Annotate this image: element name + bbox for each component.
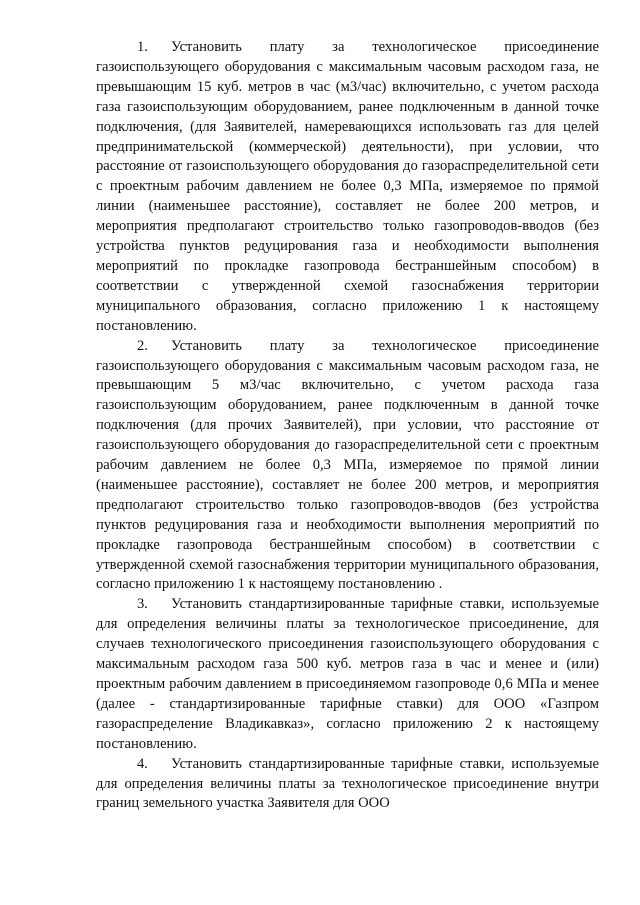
paragraph-3 (96, 595, 599, 754)
paragraph-text: Установить плату за технологическое присоединение газоиспользующего оборудования с максимальным часовым расходом газа, не превышающим 5 м3/час включительно, с учетом расхода газа газоиспользующим оборудованием, ранее подключенным в данной точке подключения (для прочих Заявителей), при условии, что расстояние от газоиспользующего оборудования до газораспределительной сети с проектным рабочим давлением не более 0,3 МПа, измеряемое по прямой линии (наименьшее расстояние), составляет не более 200 метров, и мероприятия предполагают строительство только газопроводов-вводов (без устройства пунктов редуцирования газа и необходимости выполнения мероприятий по прокладке газопровода бестраншейным способом) в соответствии с утвержденной схемой газоснабжения территории муниципального образования, согласно приложению 1 к настоящему постановлению . (96, 337, 599, 593)
paragraph-text: Установить стандартизированные тарифные ставки, используемые для определения величины платы за технологическое присоединение внутри границ земельного участка Заявителя для ООО (96, 755, 599, 812)
paragraph-number: 4. (137, 755, 148, 772)
document-page (96, 38, 599, 814)
paragraph-number: 2. (137, 337, 148, 354)
paragraph-text: Установить стандартизированные тарифные ставки, используемые для определения величины платы за технологическое присоединение, для случаев технологического присоединения газоиспользующего оборудования с максимальным расходом газа 500 куб. метров газа в час и менее и (или) проектным рабочим давлением в присоединяемом газопроводе 0,6 МПа и менее (далее - стандартизированные тарифные ставки) для ООО «Газпром газораспределение Владикавказ», согласно приложению 2 к настоящему постановлению. (96, 596, 599, 752)
paragraph-2 (96, 337, 599, 596)
paragraph-number: 3. (137, 596, 148, 613)
paragraph-4 (96, 755, 599, 815)
paragraph-text: Установить плату за технологическое присоединение газоиспользующего оборудования с максимальным часовым расходом газа, не превышающим 15 куб. метров в час (м3/час) включительно, с учетом расхода газа газоиспользующим оборудованием, ранее подключенным в данной точке подключения, (для Заявителей, намеревающихся использовать газ для целей предпринимательской (коммерческой) деятельности), при условии, что расстояние от газоиспользующего оборудования до газораспределительной сети с проектным рабочим давлением не более 0,3 МПа, измеряемое по прямой линии (наименьшее расстояние), составляет не более 200 метров, и мероприятия предполагают строительство только газопроводов-вводов (без устройства пунктов редуцирования газа и необходимости выполнения мероприятий по прокладке газопровода бестраншейным способом) в соответствии с утвержденной схемой газоснабжения территории муниципального образования, согласно приложению 1 к настоящему постановлению. (96, 39, 599, 334)
paragraph-number: 1. (137, 39, 148, 55)
paragraph-1 (96, 38, 599, 337)
